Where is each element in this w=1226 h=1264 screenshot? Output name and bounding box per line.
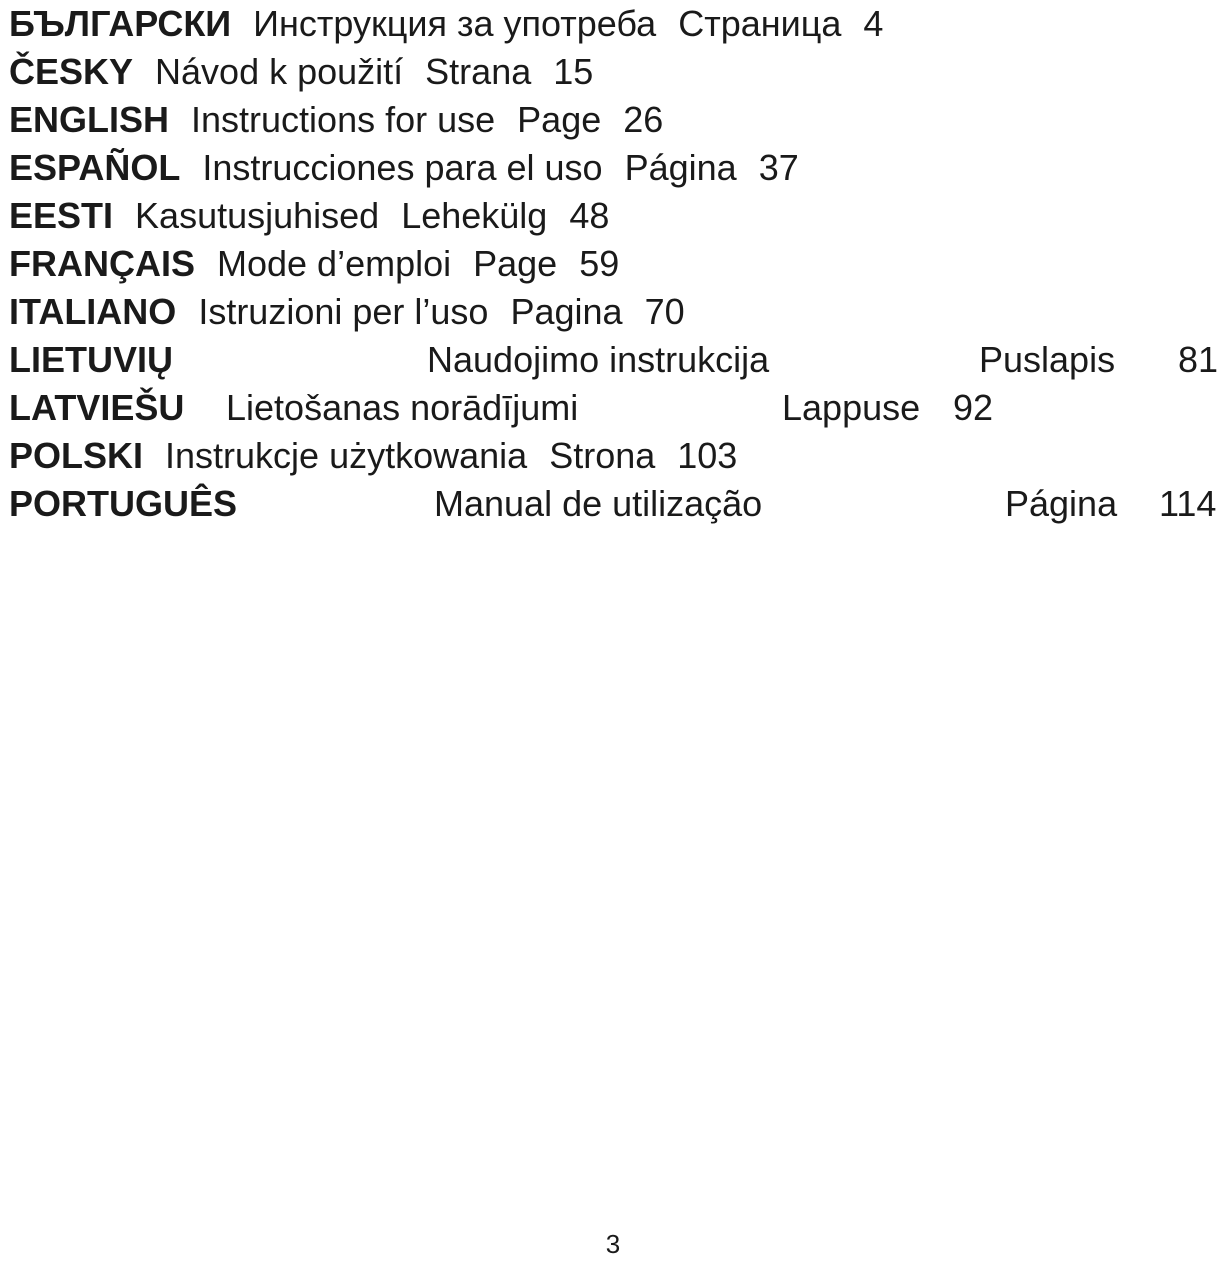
page-label: Página [624, 147, 737, 188]
toc-row-french [9, 240, 1221, 288]
language-name: ESPAÑOL [9, 147, 181, 188]
manual-title: Lietošanas norādījumi [226, 387, 579, 428]
page-reference: 70 [644, 291, 685, 332]
language-name: PORTUGUÊS [9, 483, 238, 524]
page-reference: 4 [863, 3, 884, 44]
page-label: Page [517, 99, 602, 140]
page-label: Strona [549, 435, 656, 476]
manual-title: Instructions for use [191, 99, 496, 140]
manual-title: Instrucciones para el uso [202, 147, 603, 188]
manual-title: Manual de utilização [434, 483, 763, 524]
toc-row-czech [9, 48, 1221, 96]
language-name: БЪЛГАРСКИ [9, 3, 232, 44]
page-reference: 59 [579, 243, 620, 284]
manual-title: Návod k použití [155, 51, 404, 92]
manual-title: Инструкция за употреба [253, 3, 657, 44]
toc-row-italian [9, 288, 1221, 336]
page-reference: 26 [623, 99, 664, 140]
language-name: LATVIEŠU [9, 387, 185, 428]
page-label: Puslapis [979, 339, 1116, 380]
toc-row-estonian [9, 192, 1221, 240]
page-label: Lappuse [782, 387, 921, 428]
language-name: FRANÇAIS [9, 243, 195, 284]
language-name: ČESKY [9, 51, 134, 92]
page-reference: 103 [677, 435, 738, 476]
page-reference: 37 [758, 147, 799, 188]
page-reference: 92 [953, 387, 994, 428]
manual-title: Kasutusjuhised [135, 195, 380, 236]
manual-title: Istruzioni per l’uso [198, 291, 489, 332]
page-label: Strana [425, 51, 532, 92]
language-name: ITALIANO [9, 291, 177, 332]
manual-title: Naudojimo instrukcija [427, 339, 770, 380]
toc-row-bulgarian [9, 0, 1221, 48]
table-of-contents [9, 0, 1221, 528]
page-number: 3 [605, 1229, 621, 1259]
manual-title: Mode d’emploi [217, 243, 452, 284]
page-label: Pagina [510, 291, 623, 332]
page-label: Página [1005, 483, 1118, 524]
manual-title: Instrukcje użytkowania [165, 435, 528, 476]
toc-row-polish [9, 432, 1221, 480]
toc-row-lithuanian [9, 336, 1221, 384]
page-reference: 81 [1178, 339, 1219, 380]
language-name: ENGLISH [9, 99, 170, 140]
page-label: Страница [678, 3, 842, 44]
page-label: Page [473, 243, 558, 284]
language-name: LIETUVIŲ [9, 339, 174, 380]
toc-row-latvian [9, 384, 1221, 432]
language-name: POLSKI [9, 435, 144, 476]
page-reference: 48 [569, 195, 610, 236]
page-label: Lehekülg [401, 195, 548, 236]
page-reference: 15 [553, 51, 594, 92]
page-reference: 114 [1159, 483, 1217, 524]
toc-row-english [9, 96, 1221, 144]
language-name: EESTI [9, 195, 114, 236]
toc-row-portuguese [9, 480, 1221, 528]
toc-row-spanish [9, 144, 1221, 192]
